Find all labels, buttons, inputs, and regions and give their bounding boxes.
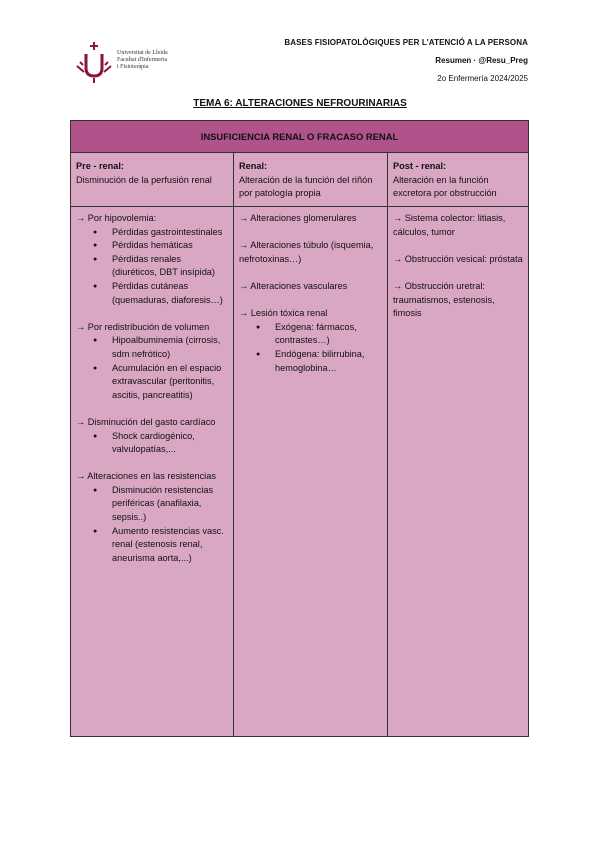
bullet-item: ● Pérdidas cutáneas (quemaduras, diaforesis…) [112, 280, 228, 307]
cause-section [393, 280, 523, 321]
university-emblem-icon [74, 40, 114, 84]
renal-failure-table [70, 120, 529, 737]
bullet-item: ● Pérdidas hemáticas [112, 239, 228, 253]
column-body [71, 207, 233, 579]
author-line: Resumen · @Resu_Preg [435, 56, 528, 65]
logo-line: Facultat d'Infermeria [117, 57, 168, 63]
section-heading: → Lesión tóxica renal [239, 308, 328, 319]
logo-line: i Fisioteràpia [117, 64, 149, 70]
bullet-list [76, 226, 228, 308]
column-title: Pre - renal: [76, 161, 124, 171]
table-title: INSUFICIENCIA RENAL O FRACASO RENAL [71, 121, 528, 153]
column-prerenal [71, 153, 234, 736]
bullet-list [76, 334, 228, 402]
section-heading: → Alteraciones vasculares [239, 280, 348, 291]
cause-section [239, 212, 382, 226]
bullet-item: ● Aumento resistencias vasc. renal (estenosis renal, aneurisma aorta,...) [112, 525, 228, 566]
cause-section [76, 470, 228, 565]
bullet-list [239, 321, 382, 375]
section-heading: → Sistema colector: litiasis, cálculos, tumor [393, 213, 506, 237]
table-columns [71, 153, 528, 736]
column-title: Renal: [239, 161, 268, 171]
page-header [284, 38, 528, 84]
column-subtitle: Alteración de la función del riñón por patología propia [239, 174, 373, 199]
logo-line: Universitat de Lleida [117, 50, 168, 56]
cause-section [76, 416, 228, 457]
cause-section [76, 321, 228, 403]
section-heading: → Obstrucción vesical: próstata [393, 253, 523, 264]
cause-section [393, 253, 523, 267]
bullet-item: ● Pérdidas gastrointestinales [112, 226, 228, 240]
column-body [388, 207, 528, 334]
column-subtitle: Disminución de la perfusión renal [76, 174, 212, 185]
section-heading: → Alteraciones túbulo (isquemia, nefrotoxinas…) [239, 240, 374, 264]
bullet-item: ● Hipoalbuminemia (cirrosis, sdm nefrótico) [112, 334, 228, 361]
bullet-list [76, 430, 228, 457]
bullet-item: ● Pérdidas renales (diuréticos, DBT insípida) [112, 253, 228, 280]
bullet-item: ● Exógena: fármacos, contrastes…) [275, 321, 382, 348]
course-title: BASES FISIOPATOLÒGIQUES PER L'ATENCIÓ A LA PERSONA [284, 38, 528, 47]
column-header [234, 153, 387, 207]
column-subtitle: Alteración en la función excretora por obstrucción [393, 174, 497, 199]
university-logo [74, 40, 194, 84]
section-heading: → Alteraciones glomerulares [239, 213, 357, 223]
cause-section [393, 212, 523, 239]
section-heading: → Por hipovolemia: [76, 213, 157, 223]
cause-section [239, 239, 382, 266]
column-title: Post - renal: [393, 161, 447, 171]
cause-section [76, 212, 228, 307]
course-year: 2o Enfermería 2024/2025 [437, 74, 528, 83]
section-heading: → Por redistribución de volumen [76, 321, 210, 332]
column-renal [234, 153, 388, 736]
column-header [71, 153, 233, 207]
section-heading: → Alteraciones en las resistencias [76, 471, 216, 482]
column-body [234, 207, 387, 389]
cause-section [239, 307, 382, 375]
section-heading: → Obstrucción uretral: traumatismos, estenosis, fimosis [393, 280, 495, 319]
column-postrenal [388, 153, 528, 736]
bullet-item: ● Shock cardiogénico, valvulopatías,... [112, 430, 228, 457]
cause-section [239, 280, 382, 294]
logo-text [117, 50, 168, 71]
column-header [388, 153, 528, 207]
bullet-item: ● Disminución resistencias periféricas (anafilaxia, sepsis..) [112, 484, 228, 525]
bullet-item: ● Acumulación en el espacio extravascular (peritonitis, ascitis, pancreatitis) [112, 362, 228, 403]
bullet-item: ● Endógena: bilirrubina, hemoglobina… [275, 348, 382, 375]
section-heading: → Disminución del gasto cardíaco [76, 416, 216, 427]
document-title: TEMA 6: ALTERACIONES NEFROURINARIAS [193, 98, 407, 109]
bullet-list [76, 484, 228, 566]
